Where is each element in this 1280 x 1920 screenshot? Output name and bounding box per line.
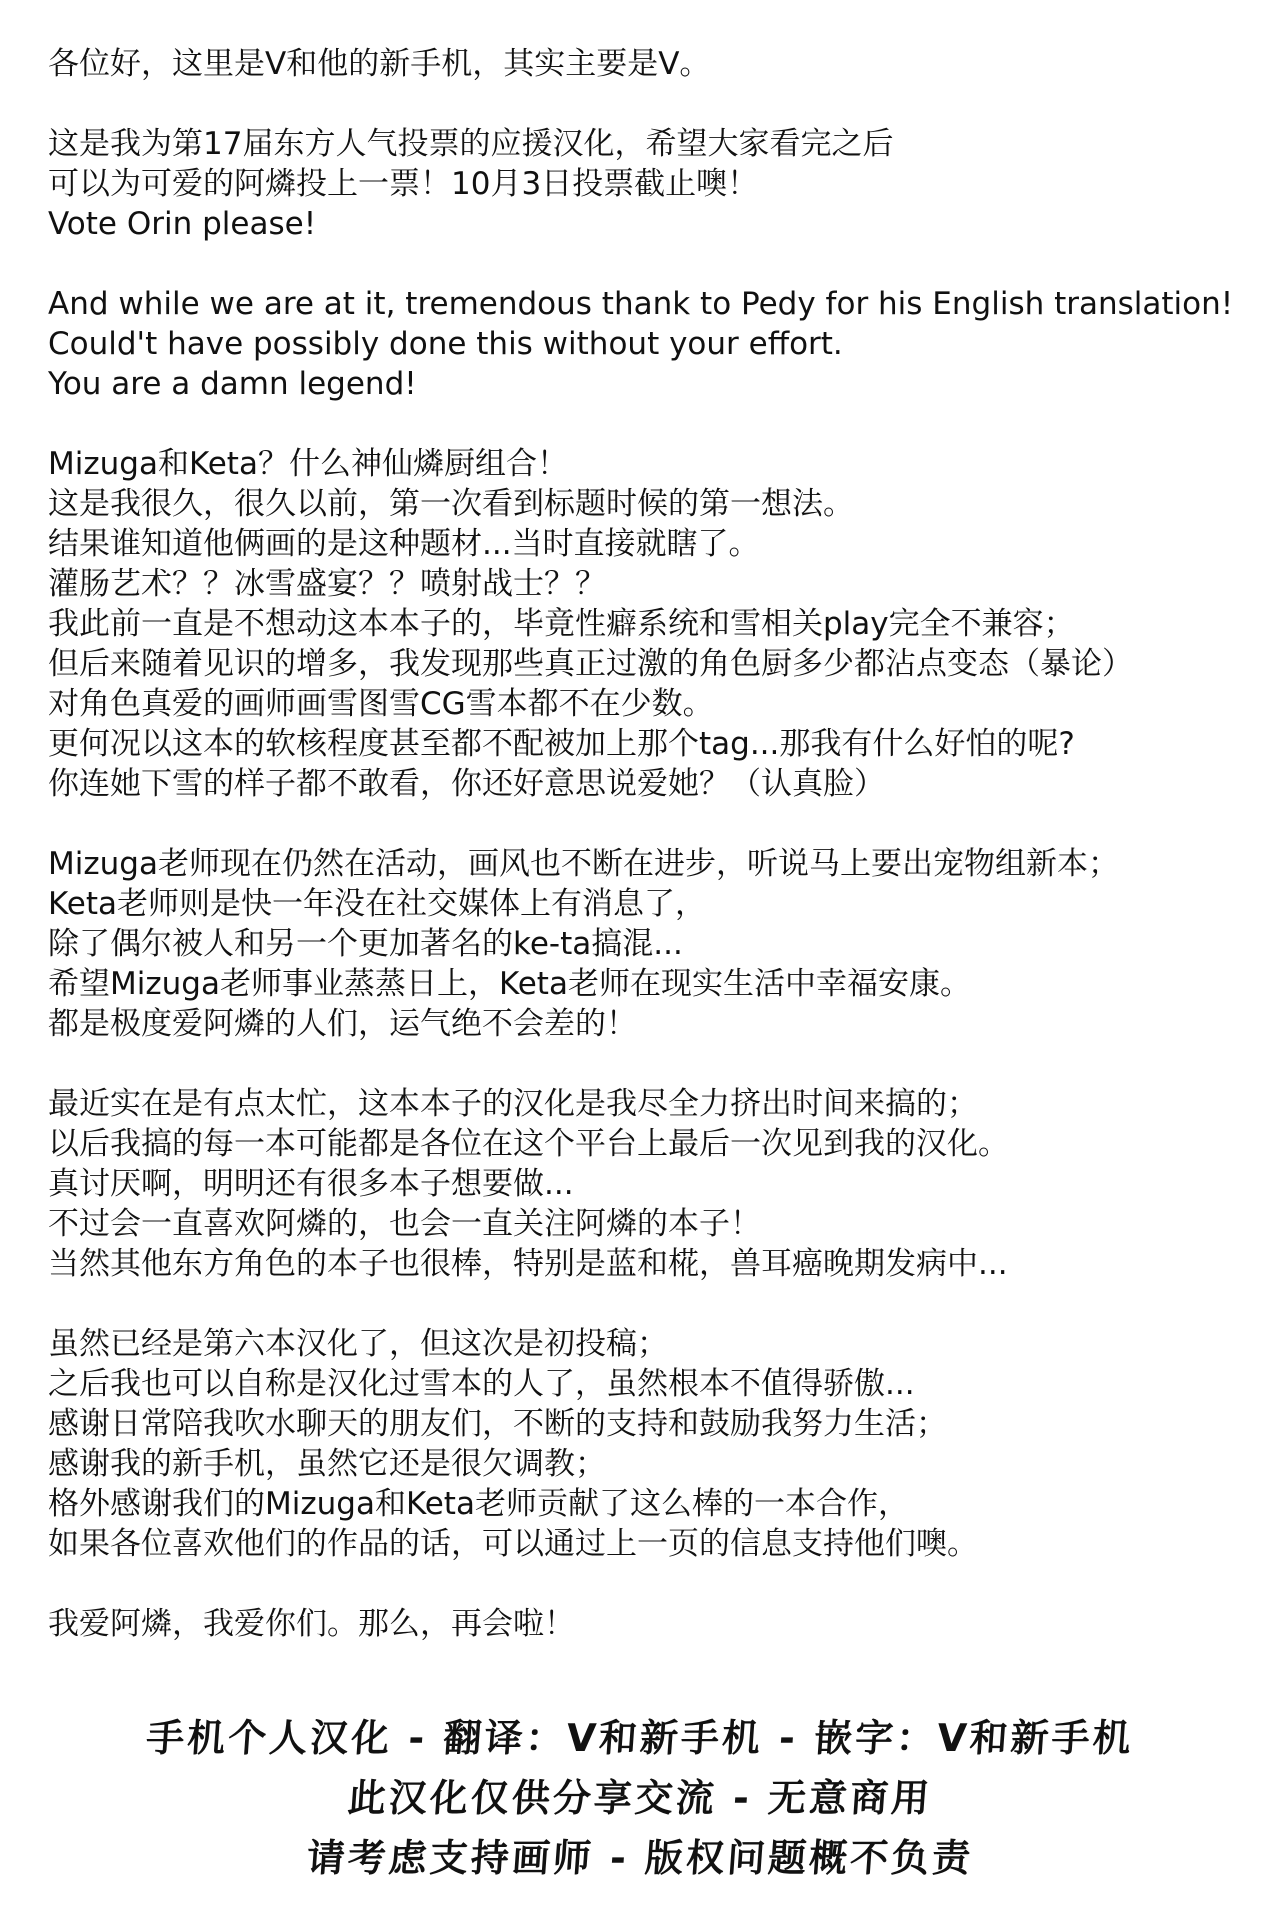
text-line: 你连她下雪的样子都不敢看，你还好意思说爱她？（认真脸） xyxy=(48,766,885,802)
text-line: Keta老师则是快一年没在社交媒体上有消息了， xyxy=(48,886,707,922)
paragraph-english-thanks xyxy=(48,284,1248,404)
text-line: 真讨厌啊，明明还有很多本子想要做... xyxy=(48,1166,574,1202)
text-line: 各位好，这里是V和他的新手机，其实主要是V。 xyxy=(48,46,711,82)
text-line: 更何况以这本的软核程度甚至都不配被加上那个tag...那我有什么好怕的呢? xyxy=(48,726,1075,762)
text-line: 结果谁知道他俩画的是这种题材...当时直接就瞎了。 xyxy=(48,526,760,562)
text-line: 对角色真爱的画师画雪图雪CG雪本都不在少数。 xyxy=(48,686,714,722)
text-line: You are a damn legend! xyxy=(48,366,417,402)
text-line: 格外感谢我们的Mizuga和Keta老师贡献了这么棒的一本合作， xyxy=(48,1486,909,1522)
text-line: 都是极度爱阿燐的人们，运气绝不会差的！ xyxy=(48,1006,637,1042)
text-line: Could't have possibly done this without your effort. xyxy=(48,326,843,362)
credit-line-staff: 手机个人汉化 - 翻译：V和新手机 - 嵌字：V和新手机 xyxy=(144,1716,1136,1760)
text-line: 如果各位喜欢他们的作品的话，可以通过上一页的信息支持他们噢。 xyxy=(48,1526,978,1562)
text-line: 灌肠艺术？？冰雪盛宴？？喷射战士？？ xyxy=(48,566,606,602)
text-line: 这是我为第17届东方人气投票的应援汉化，希望大家看完之后 xyxy=(48,126,894,162)
paragraph-greeting xyxy=(48,44,1248,84)
paragraph-acknowledgements xyxy=(48,1324,1248,1564)
text-line: 虽然已经是第六本汉化了，但这次是初投稿； xyxy=(48,1326,668,1362)
paragraph-first-impression xyxy=(48,444,1248,804)
text-line: 以后我搞的每一本可能都是各位在这个平台上最后一次见到我的汉化。 xyxy=(48,1126,1009,1162)
text-line: 当然其他东方角色的本子也很棒，特别是蓝和椛，兽耳癌晚期发病中... xyxy=(48,1246,1008,1282)
text-line: 感谢我的新手机，虽然它还是很欠调教； xyxy=(48,1446,606,1482)
text-line: 我爱阿燐，我爱你们。那么，再会啦！ xyxy=(48,1606,575,1642)
text-line: 最近实在是有点太忙，这本本子的汉化是我尽全力挤出时间来搞的； xyxy=(48,1086,978,1122)
text-line: 希望Mizuga老师事业蒸蒸日上，Keta老师在现实生活中幸福安康。 xyxy=(48,966,971,1002)
text-line: Vote Orin please! xyxy=(48,206,317,242)
credit-line-noncommercial: 此汉化仅供分享交流 - 无意商用 xyxy=(346,1776,934,1820)
text-line: 除了偶尔被人和另一个更加著名的ke-ta搞混... xyxy=(48,926,683,962)
paragraph-artists-update xyxy=(48,844,1248,1044)
text-line: Mizuga和Keta？什么神仙燐厨组合！ xyxy=(48,446,568,482)
text-line: 可以为可爱的阿燐投上一票！10月3日投票截止噢！ xyxy=(48,166,759,202)
text-line: 不过会一直喜欢阿燐的，也会一直关注阿燐的本子！ xyxy=(48,1206,761,1242)
text-line: Mizuga老师现在仍然在活动，画风也不断在进步，听说马上要出宠物组新本； xyxy=(48,846,1119,882)
text-line: 之后我也可以自称是汉化过雪本的人了，虽然根本不值得骄傲... xyxy=(48,1366,915,1402)
paragraph-vote-appeal xyxy=(48,124,1248,244)
credits-block xyxy=(0,1708,1280,1888)
paragraph-busy-note xyxy=(48,1084,1248,1284)
text-line: 感谢日常陪我吹水聊天的朋友们，不断的支持和鼓励我努力生活； xyxy=(48,1406,947,1442)
text-line: 这是我很久，很久以前，第一次看到标题时候的第一想法。 xyxy=(48,486,854,522)
text-line: 但后来随着见识的增多，我发现那些真正过激的角色厨多少都沾点变态（暴论） xyxy=(48,646,1133,682)
text-line: 我此前一直是不想动这本本子的，毕竟性癖系统和雪相关play完全不兼容； xyxy=(48,606,1075,642)
credit-line-support-artists: 请考虑支持画师 - 版权问题概不负责 xyxy=(305,1836,975,1880)
notes-body xyxy=(48,44,1248,1684)
paragraph-farewell xyxy=(48,1604,1248,1644)
text-line: And while we are at it, tremendous thank to Pedy for his English translation! xyxy=(48,286,1234,322)
